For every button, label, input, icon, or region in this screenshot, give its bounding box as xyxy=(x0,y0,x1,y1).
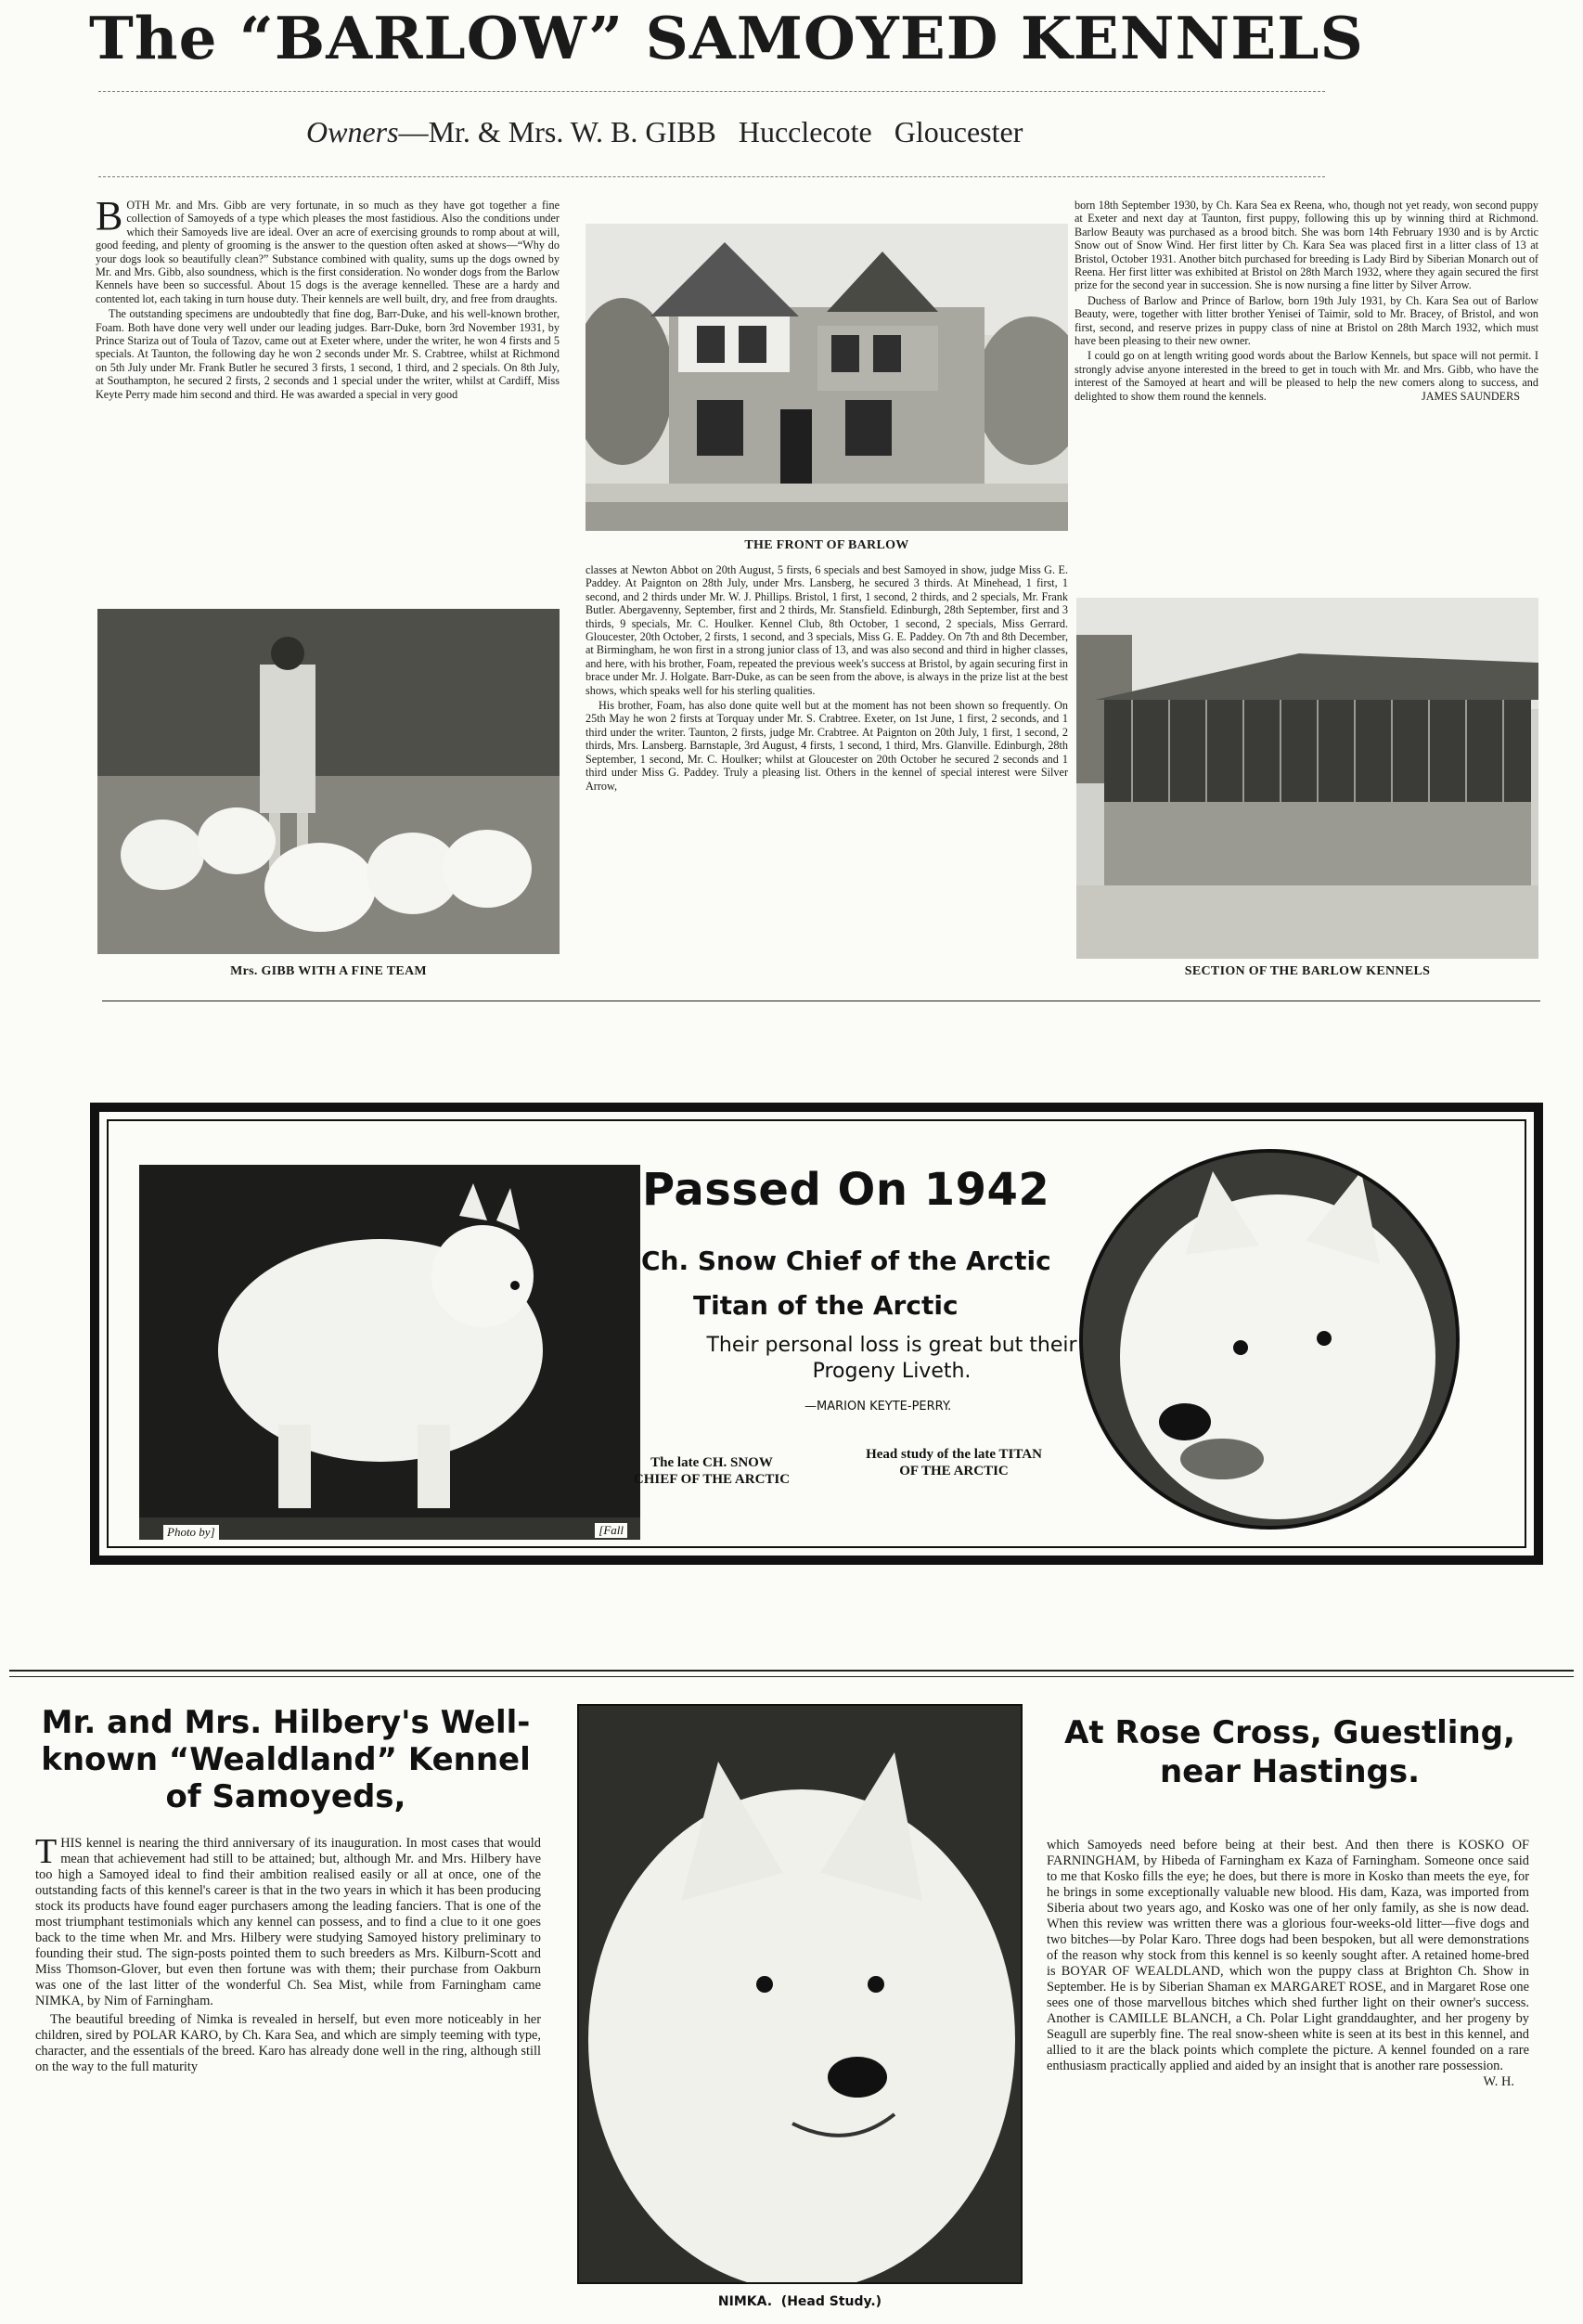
paragraph: Duchess of Barlow and Prince of Barlow, born 19th July 1931, by Ch. Kara Sea out of Barlow Beauty, were, together with litter brother Yenisei of Taimir, sold to Mr. Bracey, of Bristol, and won first, second, and reserve prizes in puppy class of nine at Bristol on 28th March 1932, which must have been pleasing to their new owner. xyxy=(1075,293,1538,348)
kennels-illustration xyxy=(1076,598,1538,959)
snow-chief-photo xyxy=(139,1165,640,1540)
dog-head-illustration xyxy=(1083,1153,1456,1526)
caption-nimka: NIMKA. (Head Study.) xyxy=(717,2294,882,2309)
memorial-name-2: Titan of the Arctic xyxy=(693,1290,959,1321)
paragraph: THIS kennel is nearing the third anniversary of its inauguration. In most cases that would mean that achievement had still to be attained; but, although Mr. and Mrs. Hilbery have too high a Samoyed ideal to find their ambition realised easily or all at once, one of the outstanding facts of this kennel's career is that in the two years in which it has been producing stock its products have found eager purchasers among the leading fanciers. That is one of the most triumphant testimonials which any kennel can possess, and to find a clue to it one goes back to the time when Mr. and Mrs. Hilbery were studying Samoyed history preliminary to founding their stud. The sign-posts pointed them to such breeders as Mrs. Kilburn-Scott and Miss Thomson-Glover, but even then fortune was with them; their purchase from Oakburn was one of the last litter of the wonderful Ch. Sea Mist, while from Farningham came NIMKA, by Nim of Farningham. xyxy=(35,1836,541,2008)
article-title-right: At Rose Cross, Guestling, near Hastings. xyxy=(1064,1714,1515,1790)
divider xyxy=(98,176,1325,177)
caption-snow-chief: The late CH. SNOW CHIEF OF THE ARCTIC xyxy=(633,1455,791,1487)
article-title-left: Mr. and Mrs. Hilbery's Well-known “Wealdland” Kennel of Samoyeds, xyxy=(41,1704,531,1815)
paragraph: BOTH Mr. and Mrs. Gibb are very fortunate, in so much as they have got together a fine collection of Samoyeds of a type which pleases the most fastidious. Also the conditions under which their Samoyeds live are ideal. Over an acre of exercising grounds to romp about at will, good feeding, and plenty of grooming is the answer to the question often asked at shows—“Why do your dogs look so beautifully clean?” Substance combined with quality, sums up the dogs owned by Mr. and Mrs. Gibb, also soundness, which is the first consideration. No wonder dogs from the Barlow Kennels have been so successful. About 15 dogs is the average kennelled. These are a hardy and contented lot, each taking in turn house duty. Their kennels are well built, dry, and free from draughts. xyxy=(96,199,560,305)
owners-label: Owners xyxy=(306,115,399,148)
dog-head-illustration xyxy=(579,1706,1021,2282)
house-photo xyxy=(586,224,1068,531)
paragraph: His brother, Foam, has also done quite well but at the moment has not been shown so frequently. On 25th May he won 2 firsts at Torquay under Mr. S. Crabtree. Exeter, on 1st June, 1 first, 2 seconds, and 1 third under the writer. Taunton, 2 firsts, judge Mr. Crabtree. At Paignton on 20th July, 1 first, 1 second, 2 thirds, Mrs. Lansberg. Barnstaple, 3rd August, 4 firsts, 1 second, 1 third, Mrs. Glanville. Edinburgh, 28th September, 1 second, Mr. C. Houlker; whilst at Gloucester on 20th October he secured 2 seconds and 1 third under Miss G. Paddey. Truly a pleasing list. Others in the kennel of special interest were Silver Arrow, xyxy=(586,699,1068,793)
article-column-2 xyxy=(1047,1838,1529,2311)
owners-line xyxy=(306,115,1023,149)
team-illustration xyxy=(97,609,560,954)
drop-cap: T xyxy=(35,1836,58,1871)
article-column-3 xyxy=(1075,199,1538,551)
caption-front: THE FRONT OF BARLOW xyxy=(744,538,909,552)
memorial-quote: Their personal loss is great but their Progeny Liveth. xyxy=(706,1334,1077,1383)
memorial-box xyxy=(90,1103,1543,1565)
author-signature: W. H. xyxy=(1483,2074,1514,2089)
memorial-heading: Passed On 1942 xyxy=(642,1164,1050,1216)
memorial-name-1: Ch. Snow Chief of the Arctic xyxy=(641,1246,1051,1276)
article-column-1 xyxy=(35,1836,541,2309)
team-photo xyxy=(97,609,560,954)
caption-team: Mrs. GIBB WITH A FINE TEAM xyxy=(230,964,427,978)
article-title: The “BARLOW” SAMOYED KENNELS xyxy=(89,4,1364,72)
article-top-rule xyxy=(9,1670,1574,1672)
article-top-rule-thin xyxy=(9,1676,1574,1677)
article-column-1 xyxy=(96,199,560,579)
paragraph: The outstanding specimens are undoubtedly that fine dog, Barr-Duke, and his well-known brother, Foam. Both have done very well under our leading judges. Barr-Duke, born 3rd November 1931, by Prince Stariza out of Toula of Tazov, came out at Exeter where, under the writer, he won 4 firsts and 5 specials. At Taunton, the following day he won 2 seconds under Mr. S. Crabtree, whilst at Richmond on 5th July under Mr. Frank Butler he secured 3 firsts, 1 second, 1 third, and 2 specials. On 8th July, at Southampton, he secured 2 firsts, 2 seconds and 1 special under the writer, whilst at Cardiff, Miss Keyte Perry made him second and third. He was awarded a special in very good xyxy=(96,307,560,401)
paragraph: I could go on at length writing good words about the Barlow Kennels, but space will not permit. I strongly advise anyone interested in the breed to get in touch with Mr. and Mrs. Gibb, who have the interest of the Samoyed at heart and will be pleased to help the new comers along to success, and delighted to show them round the kennels. JAMES SAUNDERS xyxy=(1075,349,1538,403)
kennels-photo xyxy=(1076,598,1538,959)
article-column-2 xyxy=(586,563,1068,979)
paragraph: The beautiful breeding of Nimka is revealed in herself, but even more noticeably in her children, sired by POLAR KARO, by Ch. Kara Sea, and which are simply teeming with type, character, and the essentials of the breed. Karo has already done well in the ring, although still on the way to the full maturity xyxy=(35,2012,541,2074)
drop-cap: B xyxy=(96,199,123,239)
owners-text: —Mr. & Mrs. W. B. GIBB Hucclecote Gloucester xyxy=(398,115,1023,148)
photo-credit-left: Photo by] xyxy=(163,1525,219,1540)
house-illustration xyxy=(586,224,1068,531)
nimka-photo xyxy=(577,1704,1023,2284)
photo-credit-right: [Fall xyxy=(595,1523,627,1538)
caption-titan: Head study of the late TITAN OF THE ARCTIC xyxy=(866,1447,1042,1478)
paragraph: born 18th September 1930, by Ch. Kara Sea ex Reena, who, though not yet ready, won second puppy at Exeter and next day at Taunton, first puppy, following this up by winning third at Richmond. Barlow Beauty was purchased as a brood bitch. She was born 14th February 1930 and is by Arctic Snow out of Snow Wind. Her first litter by Ch. Kara Sea was placed first in a litter class of 13 at Bristol, October 1931. Another bitch purchased for breeding is Lady Bird by Siberian Monarch out of Reena. Her first litter was exhibited at Bristol on 28th March 1932, where they again secured the first prize for the second year in succession. She is now nursing a fine litter by Silver Arrow. xyxy=(1075,199,1538,292)
titan-head-photo xyxy=(1079,1149,1460,1530)
paragraph: which Samoyeds need before being at their best. And then there is KOSKO OF FARNINGHAM, by Hibeda of Farningham ex Kaza of Farningham. Someone once said to me that Kosko fills the eye; he does, but there is more in Kosko than meets the eye, for he brings in some exceptionally valuable new blood. His dam, Kaza, was imported from Siberia about two years ago, and Kosko was one of her only family, as she is now dead. When this review was written there was a glorious four-weeks-old litter—five dogs and two bitches—by Polar Karo. Three dogs had been bespoken, but all were demonstrations of the reason why stock from this kennel is so keenly sought after. A retained home-bred is BOYAR OF WEALDLAND, which won the puppy class at Brighton Ch. Show in September. He is by Siberian Shaman ex MARGARET ROSE, and in Margaret Rose one sees one of those marvellous bitches which shed further light on their owner's success. Another is CAMILLE BLANCH, a Ch. Polar Light granddaughter, and her progeny by Seagull are superbly fine. The real snow-sheen white is seen at its best in this kennel, and allied to it are the black points which complete the picture. A kennel founded on a rare enthusiasm practically applied and aided by an insight that is another rare possession. W. H. xyxy=(1047,1838,1529,2089)
caption-kennels: SECTION OF THE BARLOW KENNELS xyxy=(1184,964,1431,978)
divider xyxy=(98,91,1325,92)
author-signature: JAMES SAUNDERS xyxy=(1422,389,1520,403)
paragraph: classes at Newton Abbot on 20th August, 5 firsts, 6 specials and best Samoyed in show, judge Miss G. E. Paddey. At Paignton on 28th July, under Mrs. Lansberg, he secured 3 thirds. At Minehead, 1 first, 1 second, and 2 thirds under Mr. W. J. Phillips. Bristol, 1 first, 1 second, 2 thirds, and 2 specials, Mr. Frank Butler. Abergavenny, September, first and 2 thirds, Mr. Stansfield. Edinburgh, 28th September, first and 3 thirds, 9 specials, Mr. C. Houlker. Kennel Club, 8th October, 1 second, 2 specials, Miss Gerrard. Gloucester, 20th October, 2 firsts, 1 second, and 3 specials, Miss G. E. Paddey. On 7th and 8th December, at Birmingham, he won first in a strong junior class of 13, and was also second and third in higher classes, and here, with his brother, Foam, repeated the previous week's success at Bristol, by again securing first in brace under Mr. J. Holgate. Barr-Duke, as can be seen from the above, is always in the prize list at the best shows, which speaks well for his sterling qualities. xyxy=(586,563,1068,697)
dog-illustration xyxy=(139,1165,640,1540)
memorial-attribution: —MARION KEYTE-PERRY. xyxy=(804,1400,952,1414)
